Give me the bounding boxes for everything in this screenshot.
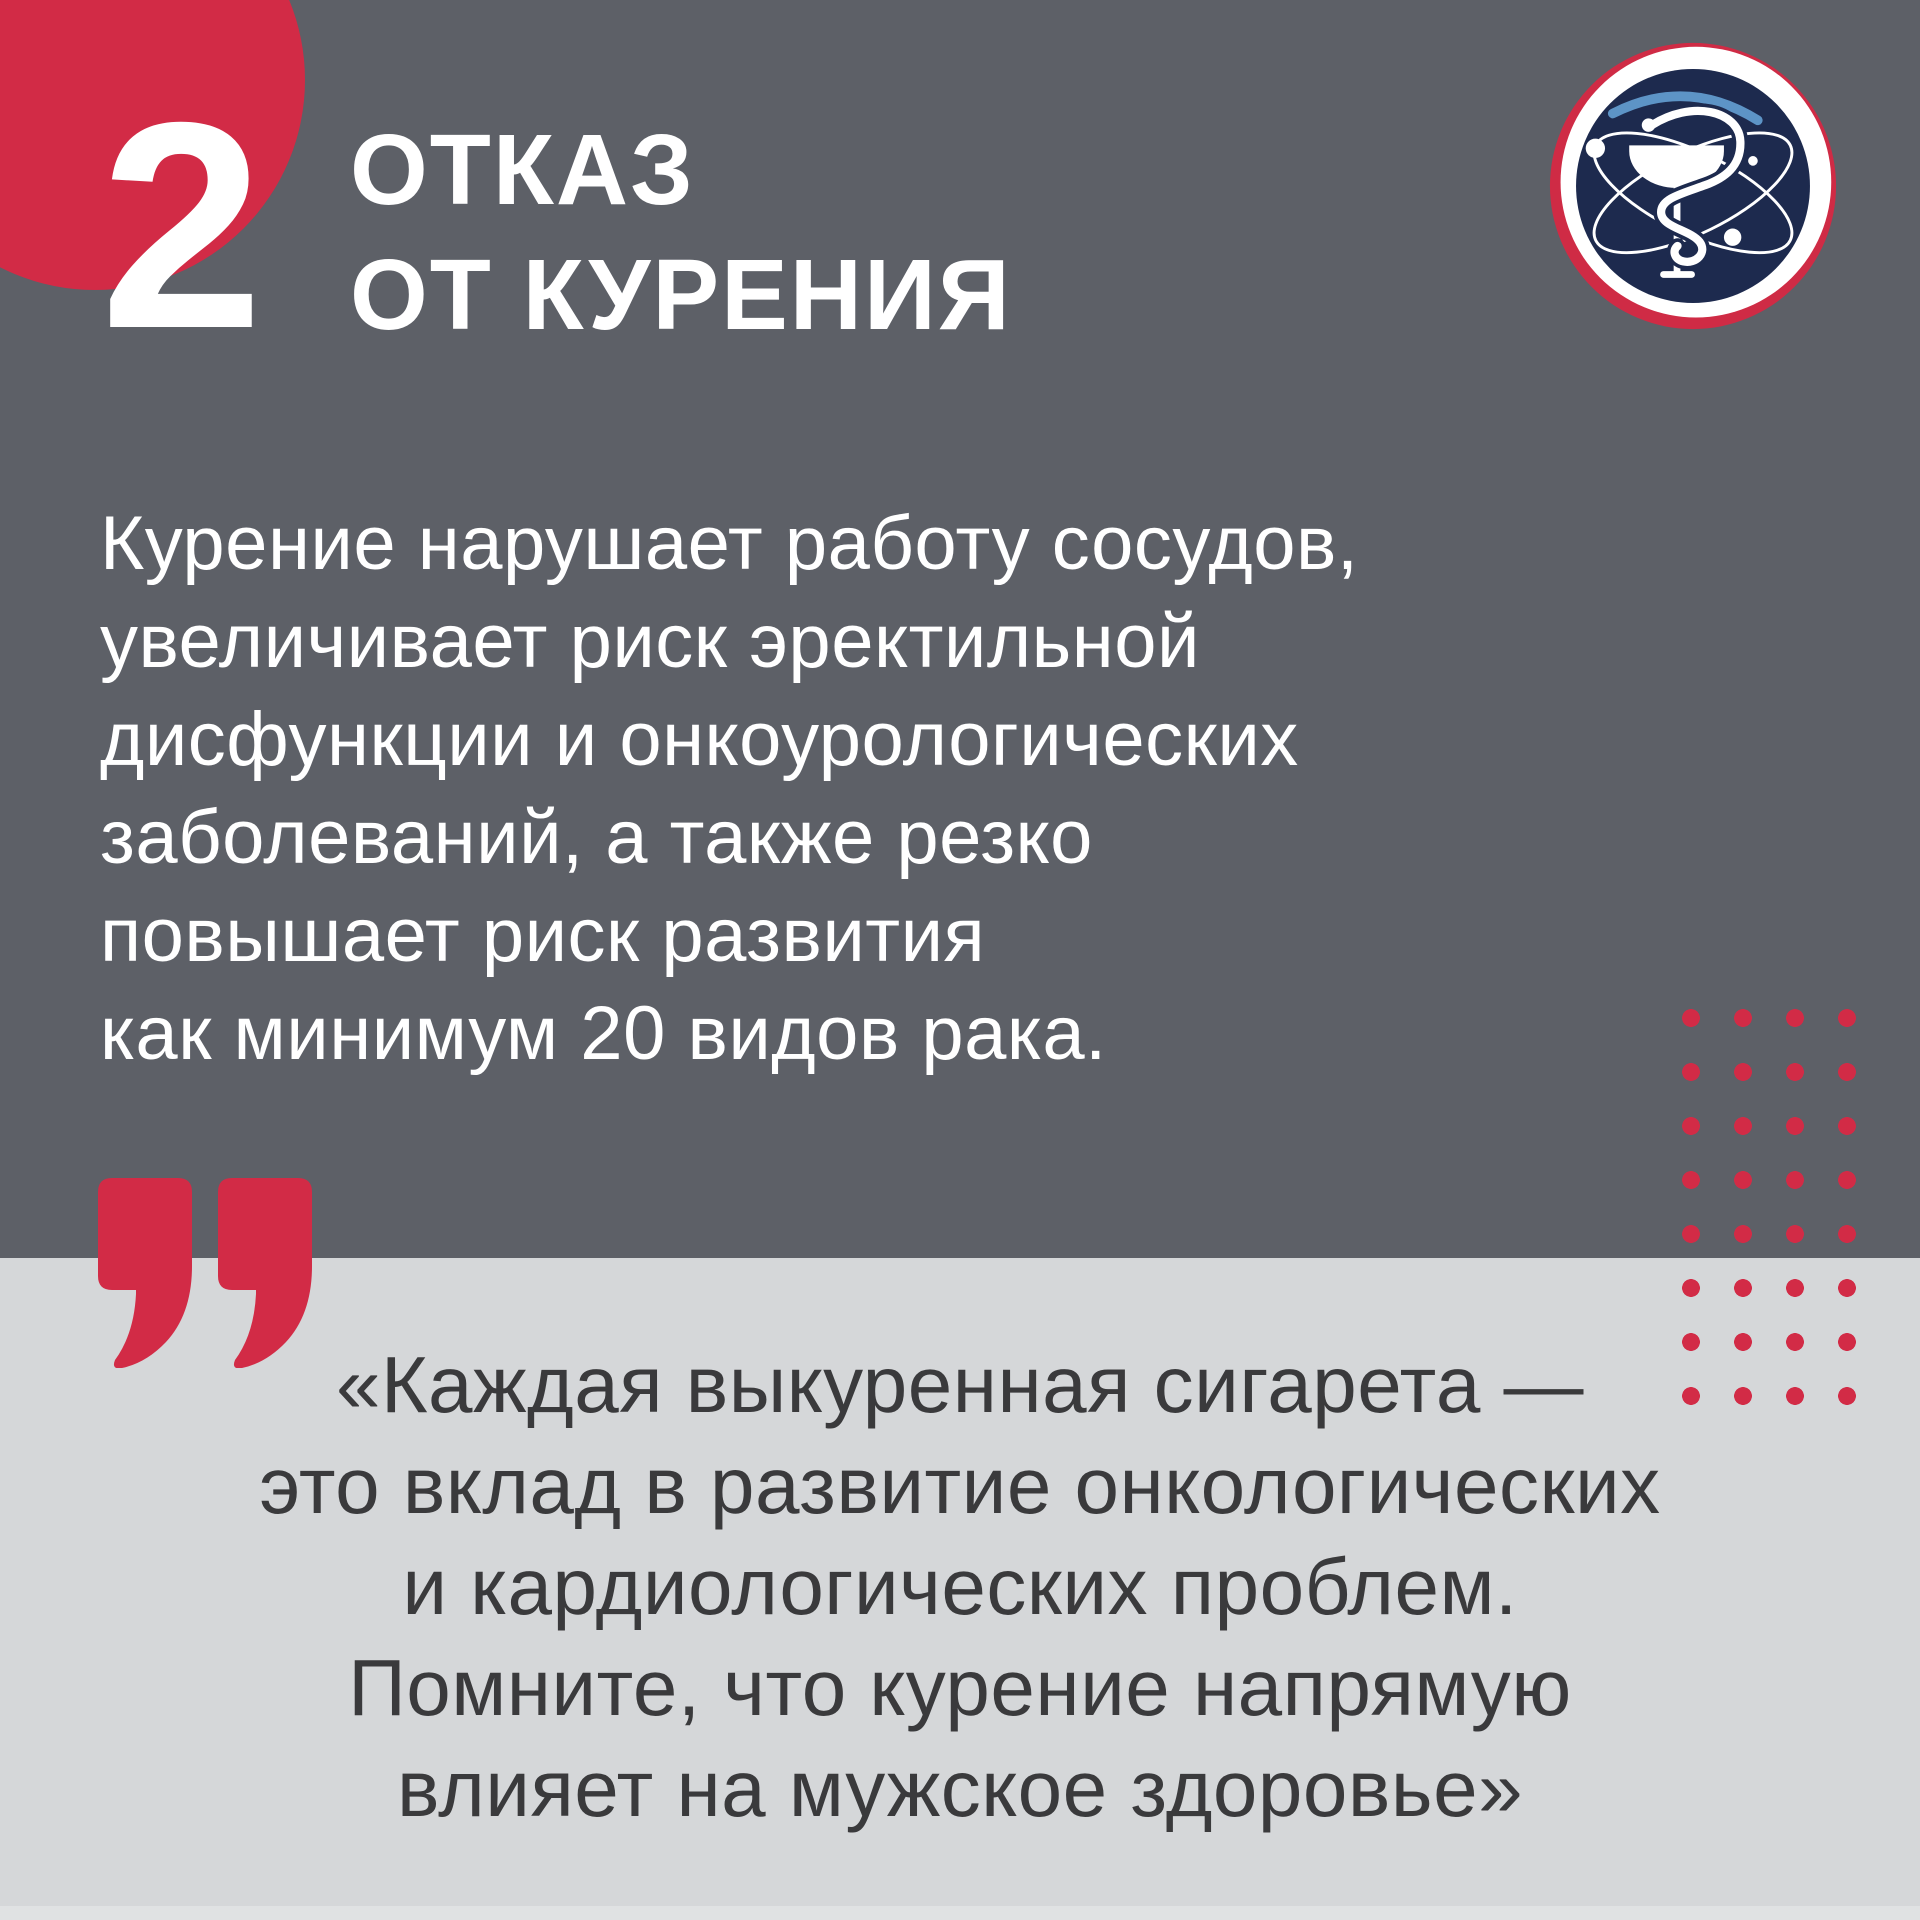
step-number: 2: [100, 62, 264, 390]
body-text: [100, 495, 1358, 1083]
quote-text-line: «Каждая выкуренная сигарета —: [335, 1340, 1585, 1429]
quote-text-line: влияет на мужское здоровье»: [396, 1744, 1524, 1833]
bottom-edge-strip: [0, 1906, 1920, 1920]
page-title-line-1: ОТКАЗ: [350, 114, 695, 226]
quote-text-line: Помните, что курение напрямую: [348, 1643, 1572, 1732]
quote-text-line: и кардиологических проблем.: [402, 1542, 1518, 1631]
page-title: [350, 108, 1012, 358]
body-text-line: повышает риск развития: [100, 893, 986, 978]
body-text-line: заболеваний, а также резко: [100, 795, 1093, 880]
body-text-line: увеличивает риск эректильной: [100, 599, 1200, 684]
body-text-line: как минимум 20 видов рака.: [100, 991, 1107, 1076]
body-text-line: Курение нарушает работу сосудов,: [100, 501, 1359, 586]
quote-text: [60, 1334, 1860, 1839]
body-text-line: дисфункции и онкоурологических: [100, 697, 1299, 782]
page-title-line-2: ОТ КУРЕНИЯ: [350, 239, 1012, 351]
quote-text-line: это вклад в развитие онкологических: [259, 1441, 1661, 1530]
health-ministry-logo-icon: [1548, 41, 1838, 331]
